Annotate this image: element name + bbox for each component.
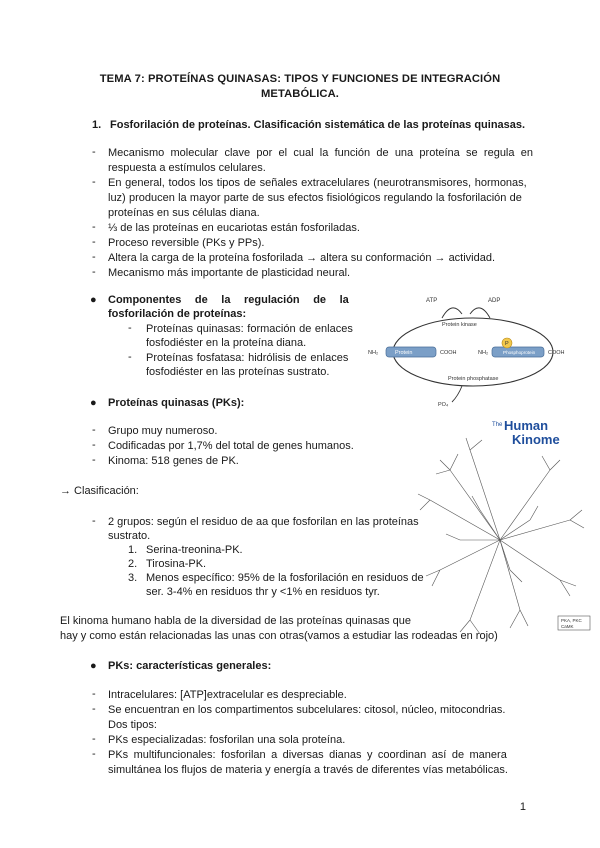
pi-arrow	[452, 386, 462, 402]
kinome-title-the: The	[492, 422, 503, 428]
bullet-line: luz) producen la mayor parte de sus efectos fisiológicos regulando la fosforilación de	[108, 192, 522, 204]
numbered-item: Tirosina-PK.	[146, 558, 207, 570]
bullet-dot: ●	[90, 397, 97, 409]
title-line-2: METABÓLICA.	[261, 88, 339, 100]
bullet-line: proteínas en sus células diana.	[108, 207, 260, 219]
kinome-note-b: hay y como están relacionadas las unas con otras(vamos a estudiar las rodeadas en rojo)	[60, 630, 498, 642]
dash-marker: -	[92, 454, 96, 466]
bullet-line: En general, todos los tipos de señales extracelulares (neurotransmisores, hormonas,	[108, 177, 527, 189]
phosphoprotein-label: Phosphoprotein	[503, 350, 536, 355]
general-item: Dos tipos:	[108, 719, 157, 731]
general-heading: PKs: características generales:	[108, 660, 272, 672]
protein-label: Protein	[395, 350, 413, 356]
components-heading-b: fosforilación de proteínas:	[108, 308, 247, 320]
general-item: Intracelulares: [ATP]extracelular es despreciable.	[108, 689, 347, 701]
components-item: fosfodiéster en la proteína diana.	[146, 337, 307, 349]
adp-label: ADP	[488, 298, 501, 304]
dash-marker: -	[92, 424, 96, 436]
kinase-label: Protein kinase	[442, 322, 477, 328]
groups-line-a: 2 grupos: según el residuo de aa que fosforilan en las proteínas	[108, 516, 419, 528]
general-item: Se encuentran en los compartimentos subcelulares: citosol, núcleo, mitocondrias.	[108, 704, 506, 716]
kinome-figure	[410, 410, 594, 642]
adp-arrow	[470, 308, 490, 318]
components-heading-a: Componentes de la regulación de la	[108, 294, 349, 306]
pi-label: PO₄	[438, 402, 449, 408]
dash-marker: -	[92, 221, 96, 233]
dash-marker: -	[92, 439, 96, 451]
general-item: PKs multifuncionales: fosforilan a diversas dianas y coordinan así de manera	[108, 749, 507, 761]
kinome-note-a: El kinoma humano habla de la diversidad de las proteínas quinasas que	[60, 615, 412, 627]
dash-marker: -	[92, 515, 96, 527]
bullet-line: Mecanismo más importante de plasticidad neural.	[108, 267, 351, 279]
dash-marker: -	[92, 146, 96, 158]
general-item: PKs especializadas: fosforilan una sola proteína.	[108, 734, 346, 746]
groups-line-b: sustrato.	[108, 530, 151, 542]
dash-marker: -	[92, 266, 96, 278]
dash-marker: -	[128, 322, 132, 334]
pks-heading: Proteínas quinasas (PKs):	[108, 397, 245, 409]
classification-label: → Clasificación:	[60, 485, 139, 497]
numbered-item: Menos específico: 95% de la fosforilación en residuos de	[146, 572, 424, 584]
components-item: Proteínas quinasas: formación de enlaces	[146, 323, 353, 335]
nh2-right-label: NH₂	[478, 350, 489, 356]
kinome-title-kinome: Kinome	[512, 432, 560, 447]
numbered-marker: 3.	[128, 572, 138, 584]
bullet-line: Mecanismo molecular clave por el cual la función de una proteína se regula en	[108, 147, 533, 159]
page-number: 1	[519, 801, 526, 813]
pks-item: Grupo muy numeroso.	[108, 425, 218, 437]
title-line-1: TEMA 7: PROTEÍNAS QUINASAS: TIPOS Y FUNCIONES DE INTEGRACIÓN	[99, 73, 501, 85]
numbered-item: Serina-treonina-PK.	[146, 544, 243, 556]
kinome-legend-2: CaMK	[561, 624, 574, 629]
components-item: fosfodiéster en las proteínas sustrato.	[146, 366, 330, 378]
phosphorylation-diagram	[362, 292, 580, 410]
components-item: Proteínas fosfatasa: hidrólisis de enlaces	[146, 352, 349, 364]
numbered-item: ser. 3-4% en residuos thr y <1% en residuos tyr.	[146, 586, 380, 598]
cooh-right-label: COOH	[548, 350, 565, 356]
kinome-title-human: Human	[504, 418, 549, 433]
bullet-dot: ●	[90, 660, 97, 672]
dash-marker: -	[128, 351, 132, 363]
dash-marker: -	[92, 733, 96, 745]
dash-marker: -	[92, 703, 96, 715]
nh2-left-label: NH₂	[368, 350, 379, 356]
bullet-dot: ●	[90, 294, 97, 306]
bullet-line: ⅓ de las proteínas en eucariotas están fosforiladas.	[108, 222, 360, 234]
bullet-line: Proceso reversible (PKs y PPs).	[108, 237, 265, 249]
numbered-marker: 2.	[128, 558, 138, 570]
pks-item: Kinoma: 518 genes de PK.	[108, 455, 239, 467]
atp-arrow	[442, 308, 462, 318]
dash-marker: -	[92, 748, 96, 760]
general-item: simultánea los flujos de materia y energía a través de diferentes vías metabólicas.	[108, 764, 508, 776]
dash-marker: -	[92, 176, 96, 188]
atp-label: ATP	[426, 298, 438, 304]
kinome-legend-1: PKA, PKC	[561, 618, 582, 623]
phosphatase-label: Protein phosphatase	[448, 376, 499, 382]
bullet-line: Altera la carga de la proteína fosforilada → altera su conformación → actividad.	[108, 252, 496, 264]
dash-marker: -	[92, 236, 96, 248]
pks-item: Codificadas por 1,7% del total de genes humanos.	[108, 440, 354, 452]
kinome-tree	[418, 438, 584, 634]
numbered-marker: 1.	[128, 544, 138, 556]
dash-marker: -	[92, 251, 96, 263]
page-title	[60, 72, 540, 102]
section-number: 1.	[92, 119, 102, 131]
section-heading: Fosforilación de proteínas. Clasificación sistemática de las proteínas quinasas.	[110, 119, 526, 131]
cooh-left-label: COOH	[440, 350, 457, 356]
phosphate-p-label: P	[505, 341, 509, 347]
bullet-line: respuesta a estímulos celulares.	[108, 162, 266, 174]
dash-marker: -	[92, 688, 96, 700]
